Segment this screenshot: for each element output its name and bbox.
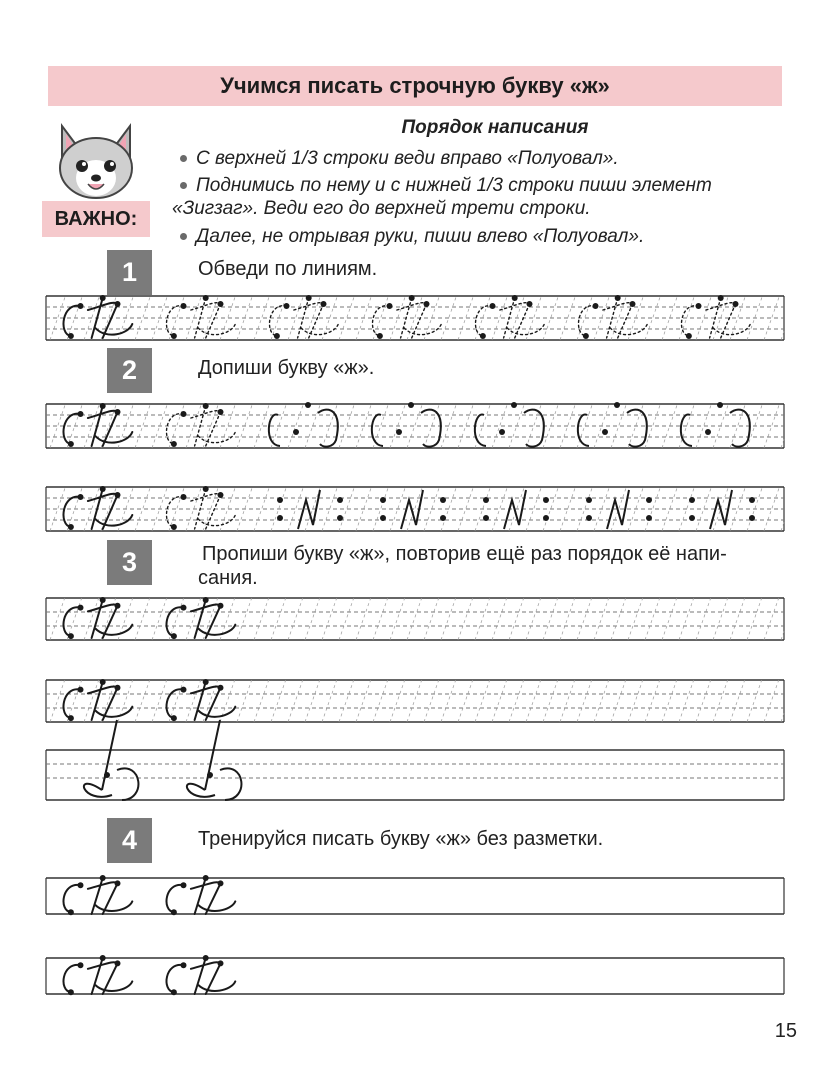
start-dot [218, 960, 224, 966]
start-dot [100, 597, 106, 603]
partial-letter [681, 415, 692, 446]
start-dot [306, 295, 312, 301]
partial-letter [421, 410, 441, 447]
task-number: 3 [107, 540, 152, 585]
point-dot [749, 497, 755, 503]
start-dot [104, 772, 110, 778]
start-dot [615, 295, 621, 301]
start-dot [218, 880, 224, 886]
point-dot [380, 497, 386, 503]
point-dot [543, 497, 549, 503]
start-dot [171, 333, 177, 339]
order-step: Далее, не отрывая руки, пиши влево «Полуовал». [180, 225, 644, 249]
start-dot [78, 687, 84, 693]
point-dot [646, 497, 652, 503]
start-dot [78, 494, 84, 500]
partial-letter [504, 490, 526, 529]
task-instruction: Обведи по линиям. [198, 258, 378, 280]
task-instruction: Тренируйся писать букву «ж» без разметки. [198, 828, 604, 850]
partial-letter [269, 415, 280, 446]
start-dot [171, 441, 177, 447]
start-dot [68, 524, 74, 530]
point-dot [440, 497, 446, 503]
point-dot [511, 402, 517, 408]
start-dot [115, 603, 121, 609]
sample-letter [167, 682, 236, 720]
start-dot [718, 295, 724, 301]
start-dot [68, 441, 74, 447]
start-dot [593, 303, 599, 309]
start-dot [387, 303, 393, 309]
sample-letter [64, 878, 133, 914]
point-dot [277, 515, 283, 521]
start-dot [274, 333, 280, 339]
start-dot [78, 303, 84, 309]
start-dot [218, 301, 224, 307]
ruled-line-task4-b [46, 958, 784, 994]
point-dot [717, 402, 723, 408]
point-dot [293, 429, 299, 435]
sample-letter [64, 958, 133, 994]
start-dot [181, 303, 187, 309]
point-dot [337, 515, 343, 521]
task-number: 1 [107, 250, 152, 295]
start-dot [171, 715, 177, 721]
page-number: 15 [774, 1020, 797, 1042]
order-step-continued: «Зигзаг». Веди его до верхней трети строки. [172, 198, 591, 219]
start-dot [115, 685, 121, 691]
ruled-line-task3-c [46, 750, 784, 800]
start-dot [78, 411, 84, 417]
start-dot [115, 301, 121, 307]
start-dot [181, 494, 187, 500]
sample-letter [64, 600, 133, 638]
start-dot [203, 295, 209, 301]
start-dot [181, 411, 187, 417]
sample-letter [167, 958, 236, 994]
start-dot [181, 605, 187, 611]
point-dot [305, 402, 311, 408]
start-dot [377, 333, 383, 339]
task-instruction: Допиши букву «ж». [198, 357, 375, 379]
task-number: 2 [107, 348, 152, 393]
point-dot [396, 429, 402, 435]
page-title: Учимся писать строчную букву «ж» [220, 73, 610, 98]
start-dot [409, 295, 415, 301]
task-number: 4 [107, 818, 152, 863]
start-dot [68, 633, 74, 639]
start-dot [100, 403, 106, 409]
task-instruction-continued: сания. [198, 567, 258, 589]
start-dot [218, 492, 224, 498]
start-dot [490, 303, 496, 309]
start-dot [181, 687, 187, 693]
start-dot [284, 303, 290, 309]
start-dot [171, 524, 177, 530]
start-dot [115, 880, 121, 886]
sample-letter [64, 298, 133, 338]
letter-element-breakdown [84, 720, 139, 800]
start-dot [733, 301, 739, 307]
start-dot [171, 989, 177, 995]
start-dot [78, 882, 84, 888]
partial-letter [475, 415, 486, 446]
start-dot [218, 409, 224, 415]
point-dot [483, 515, 489, 521]
order-step: Поднимись по нему и с нижней 1/3 строки пиши элемент [180, 174, 712, 198]
start-dot [115, 492, 121, 498]
start-dot [100, 679, 106, 685]
point-dot [705, 429, 711, 435]
point-dot [614, 402, 620, 408]
start-dot [100, 486, 106, 492]
letter-element-breakdown [187, 720, 242, 800]
start-dot [68, 333, 74, 339]
sample-letter [167, 878, 236, 914]
important-label: ВАЖНО: [42, 201, 150, 237]
start-dot [68, 715, 74, 721]
point-dot [543, 515, 549, 521]
start-dot [100, 295, 106, 301]
ruled-line-task3-b [46, 680, 784, 722]
point-dot [380, 515, 386, 521]
start-dot [630, 301, 636, 307]
point-dot [602, 429, 608, 435]
start-dot [203, 875, 209, 881]
partial-letter [524, 410, 544, 447]
partial-letter [607, 490, 629, 529]
start-dot [78, 962, 84, 968]
start-dot [171, 909, 177, 915]
sample-letter [167, 600, 236, 638]
point-dot [499, 429, 505, 435]
start-dot [480, 333, 486, 339]
start-dot [218, 685, 224, 691]
start-dot [512, 295, 518, 301]
sample-letter [64, 489, 133, 529]
start-dot [583, 333, 589, 339]
task-instruction: Пропиши букву «ж», повторив ещё раз порядок её напи- [202, 543, 727, 565]
start-dot [78, 605, 84, 611]
start-dot [100, 875, 106, 881]
point-dot [646, 515, 652, 521]
start-dot [686, 333, 692, 339]
point-dot [483, 497, 489, 503]
point-dot [689, 515, 695, 521]
point-dot [689, 497, 695, 503]
start-dot [203, 486, 209, 492]
start-dot [171, 633, 177, 639]
point-dot [586, 515, 592, 521]
start-dot [207, 772, 213, 778]
start-dot [68, 909, 74, 915]
partial-letter [372, 415, 383, 446]
point-dot [277, 497, 283, 503]
start-dot [203, 597, 209, 603]
sample-letter [64, 682, 133, 720]
point-dot [749, 515, 755, 521]
start-dot [203, 403, 209, 409]
start-dot [203, 955, 209, 961]
start-dot [68, 989, 74, 995]
start-dot [321, 301, 327, 307]
point-dot [440, 515, 446, 521]
ruled-line-task4-a [46, 878, 784, 914]
start-dot [424, 301, 430, 307]
start-dot [115, 409, 121, 415]
ruled-line-task2-a [46, 404, 784, 448]
start-dot [181, 882, 187, 888]
start-dot [181, 962, 187, 968]
start-dot [527, 301, 533, 307]
start-dot [696, 303, 702, 309]
point-dot [408, 402, 414, 408]
point-dot [586, 497, 592, 503]
ruled-line-task3-a [46, 598, 784, 640]
partial-letter [298, 490, 320, 529]
partial-letter [401, 490, 423, 529]
order-heading: Порядок написания [401, 117, 589, 138]
start-dot [218, 603, 224, 609]
start-dot [203, 679, 209, 685]
point-dot [337, 497, 343, 503]
order-step: С верхней 1/3 строки веди вправо «Полуовал». [180, 147, 619, 171]
start-dot [115, 960, 121, 966]
partial-letter [710, 490, 732, 529]
sample-letter [64, 406, 133, 446]
start-dot [100, 955, 106, 961]
